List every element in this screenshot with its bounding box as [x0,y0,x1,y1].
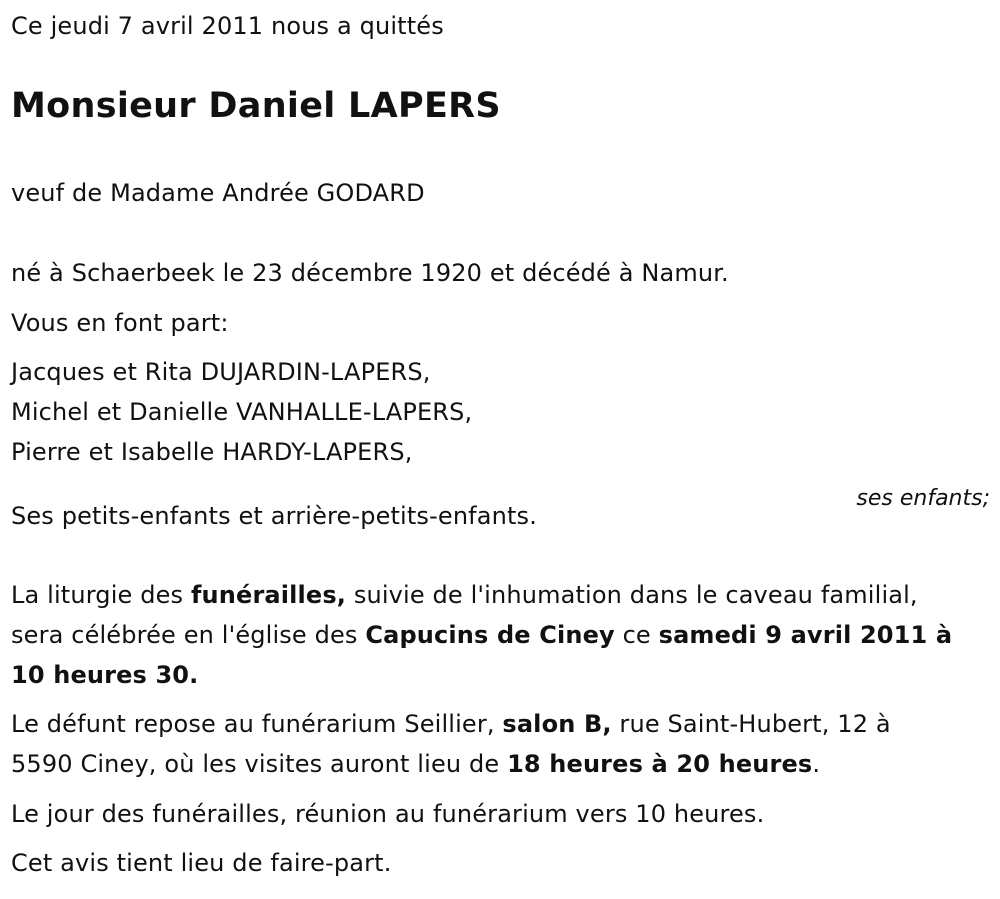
deceased-name: Monsieur Daniel LAPERS [11,86,501,126]
liturgy-text: sera célébrée en l'église des [11,621,366,649]
widow-of-line: veuf de Madame Andrée GODARD [11,179,425,207]
announced-by-line: Vous en font part: [11,309,229,337]
child-line-3: Pierre et Isabelle HARDY-LAPERS, [11,438,413,466]
rest-line-1 [11,704,891,744]
rest-text: 5590 Ciney, où les visites auront lieu de [11,750,508,778]
liturgy-line-2 [11,615,952,655]
liturgy-text: suivie de l'inhumation dans le caveau familial, [346,581,918,609]
rest-text: Le défunt repose au funérarium Seillier, [11,710,503,738]
salon-name: salon B, [502,710,612,738]
closing-line: Cet avis tient lieu de faire-part. [11,849,392,877]
rest-text: rue Saint-Hubert, 12 à [611,710,891,738]
liturgy-line-3 [11,655,198,695]
grandchildren-line: Ses petits-enfants et arrière-petits-enfants. [11,502,537,530]
children-label: ses enfants; [856,486,990,511]
liturgy-line-1 [11,575,918,615]
child-line-1: Jacques et Rita DUJARDIN-LAPERS, [11,358,431,386]
liturgy-text: ce [614,621,659,649]
meeting-line: Le jour des funérailles, réunion au funérarium vers 10 heures. [11,800,765,828]
funeral-date: samedi 9 avril 2011 à [658,621,953,649]
funeral-time: 10 heures 30. [11,661,199,689]
intro-line: Ce jeudi 7 avril 2011 nous a quittés [11,12,444,40]
visit-hours: 18 heures à 20 heures [507,750,813,778]
child-line-2: Michel et Danielle VANHALLE-LAPERS, [11,398,473,426]
liturgy-bold: funérailles, [190,581,347,609]
church-name: Capucins de Ciney [365,621,615,649]
rest-text: . [812,750,821,778]
liturgy-text: La liturgie des [11,581,191,609]
rest-line-2 [11,744,820,784]
birth-death-line: né à Schaerbeek le 23 décembre 1920 et décédé à Namur. [11,259,729,287]
